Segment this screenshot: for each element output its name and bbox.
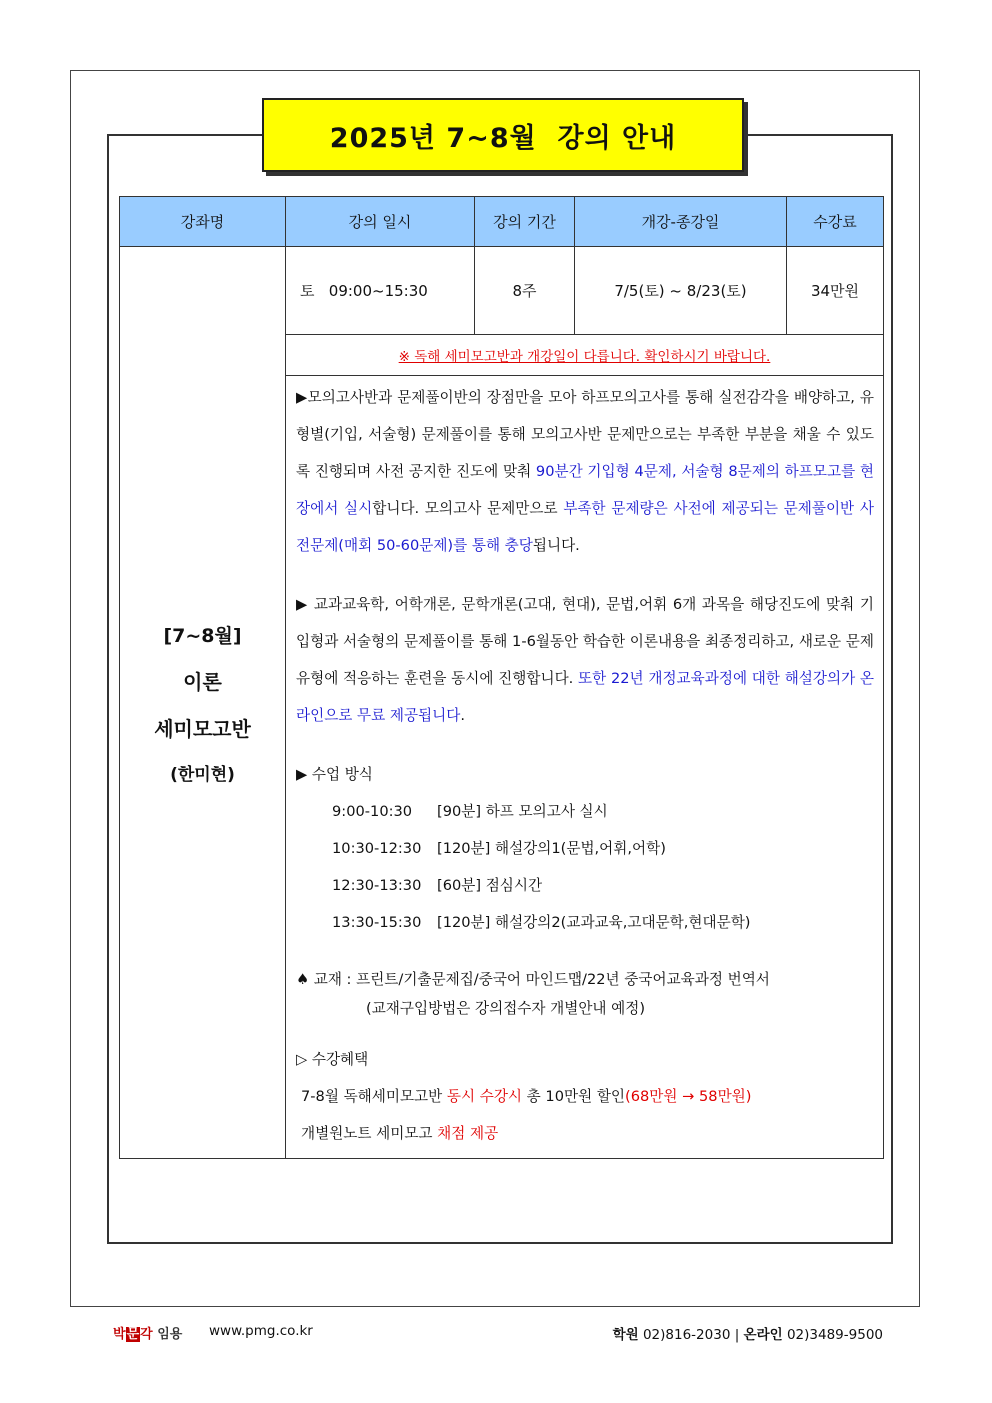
benefit-line-1: 7-8월 독해세미모고반 동시 수강시 총 10만원 할인(68만원 → 58만원) — [301, 1088, 752, 1105]
benefit-line-2: 개별원노트 세미모고 채점 제공 — [301, 1125, 499, 1142]
benefit-heading: ▷ 수강혜택 — [296, 1051, 369, 1068]
page-title: 2025년 7~8월 강의 안내 — [329, 122, 677, 154]
list-item: 13:30-15:30 [120분] 해설강의2(교과교육,고대문학,현대문학) — [332, 914, 751, 931]
description-paragraph-2: ▶ 교과교육학, 어학개론, 문학개론(고대, 현대), 문법,어휘 6개 과목을 해당진도에 맞춰 기입형과 서술형의 문제풀이를 통해 1-6월동안 학습한 이론내용을 최종정리하고, 새로운 문제유형에 적응하는 훈련을 동시에 진행합니다. 또한 22년 개정교육과정에 대한 해설강의가 온라인으로 무료 제공됩니다. — [296, 596, 875, 724]
fee-cell: 34만원 — [787, 247, 884, 335]
method-heading: ▶ 수업 방식 — [296, 766, 373, 783]
course-period: [7~8월] — [163, 624, 242, 647]
contact-info: 학원 02)816-2030 | 온라인 02)3489-9500 — [612, 1327, 883, 1343]
title-banner — [262, 98, 744, 172]
description-paragraph-1: ▶모의고사반과 문제풀이반의 장점만을 모아 하프모의고사를 통해 실전감각을 배양하고, 유형별(기입, 서술형) 문제풀이를 통해 모의고사반 문제만으로는 부족한 부분을 채울 수 있도록 진행되며 사전 공지한 진도에 맞춰 90분간 기입형 4문제, 서술형 8문제의 하프모고를 현장에서 실시합니다. 모의고사 문제만으로 부족한 문제량은 사전에 제공되는 문제풀이반 사전문제(매회 50-60문제)를 통해 충당됩니다. — [296, 389, 874, 554]
website-link[interactable]: www.pmg.co.kr — [209, 1323, 313, 1339]
description-cell — [286, 376, 884, 1159]
duration-cell: 8주 — [475, 247, 575, 335]
course-type: 이론 — [183, 669, 222, 694]
list-item: 10:30-12:30 [120분] 해설강의1(문법,어휘,어학) — [332, 840, 666, 857]
list-item: 12:30-13:30 [60분] 점심시간 — [332, 877, 543, 894]
header-schedule: 강의 일시 — [286, 197, 475, 247]
schedule-cell: 토 09:00~15:30 — [286, 247, 475, 335]
textbook-line: ♠ 교재 : 프린트/기출문제집/중국어 마인드맵/22년 중국어교육과정 번역서 — [296, 971, 770, 988]
course-table — [119, 196, 884, 1159]
list-item: 9:00-10:30 [90분] 하프 모의고사 실시 — [332, 803, 608, 820]
header-dates: 개강-종강일 — [575, 197, 787, 247]
footer — [113, 1323, 883, 1345]
publisher-logo: 박문각 임용 — [113, 1327, 183, 1342]
header-duration: 강의 기간 — [475, 197, 575, 247]
notice-cell — [286, 335, 884, 376]
course-title: 세미모고반 — [154, 716, 251, 741]
table-header-row — [120, 197, 884, 247]
dates-cell: 7/5(토) ~ 8/23(토) — [575, 247, 787, 335]
header-fee: 수강료 — [787, 197, 884, 247]
notice-text: ※ 독해 세미모고반과 개강일이 다릅니다. 확인하시기 바랍니다. — [398, 349, 771, 365]
table-row — [120, 247, 884, 335]
course-instructor: (한미현) — [170, 764, 235, 785]
header-course-name: 강좌명 — [120, 197, 286, 247]
course-name-cell — [120, 247, 286, 1159]
textbook-note: (교재구입방법은 강의접수자 개별안내 예정) — [366, 1000, 646, 1017]
